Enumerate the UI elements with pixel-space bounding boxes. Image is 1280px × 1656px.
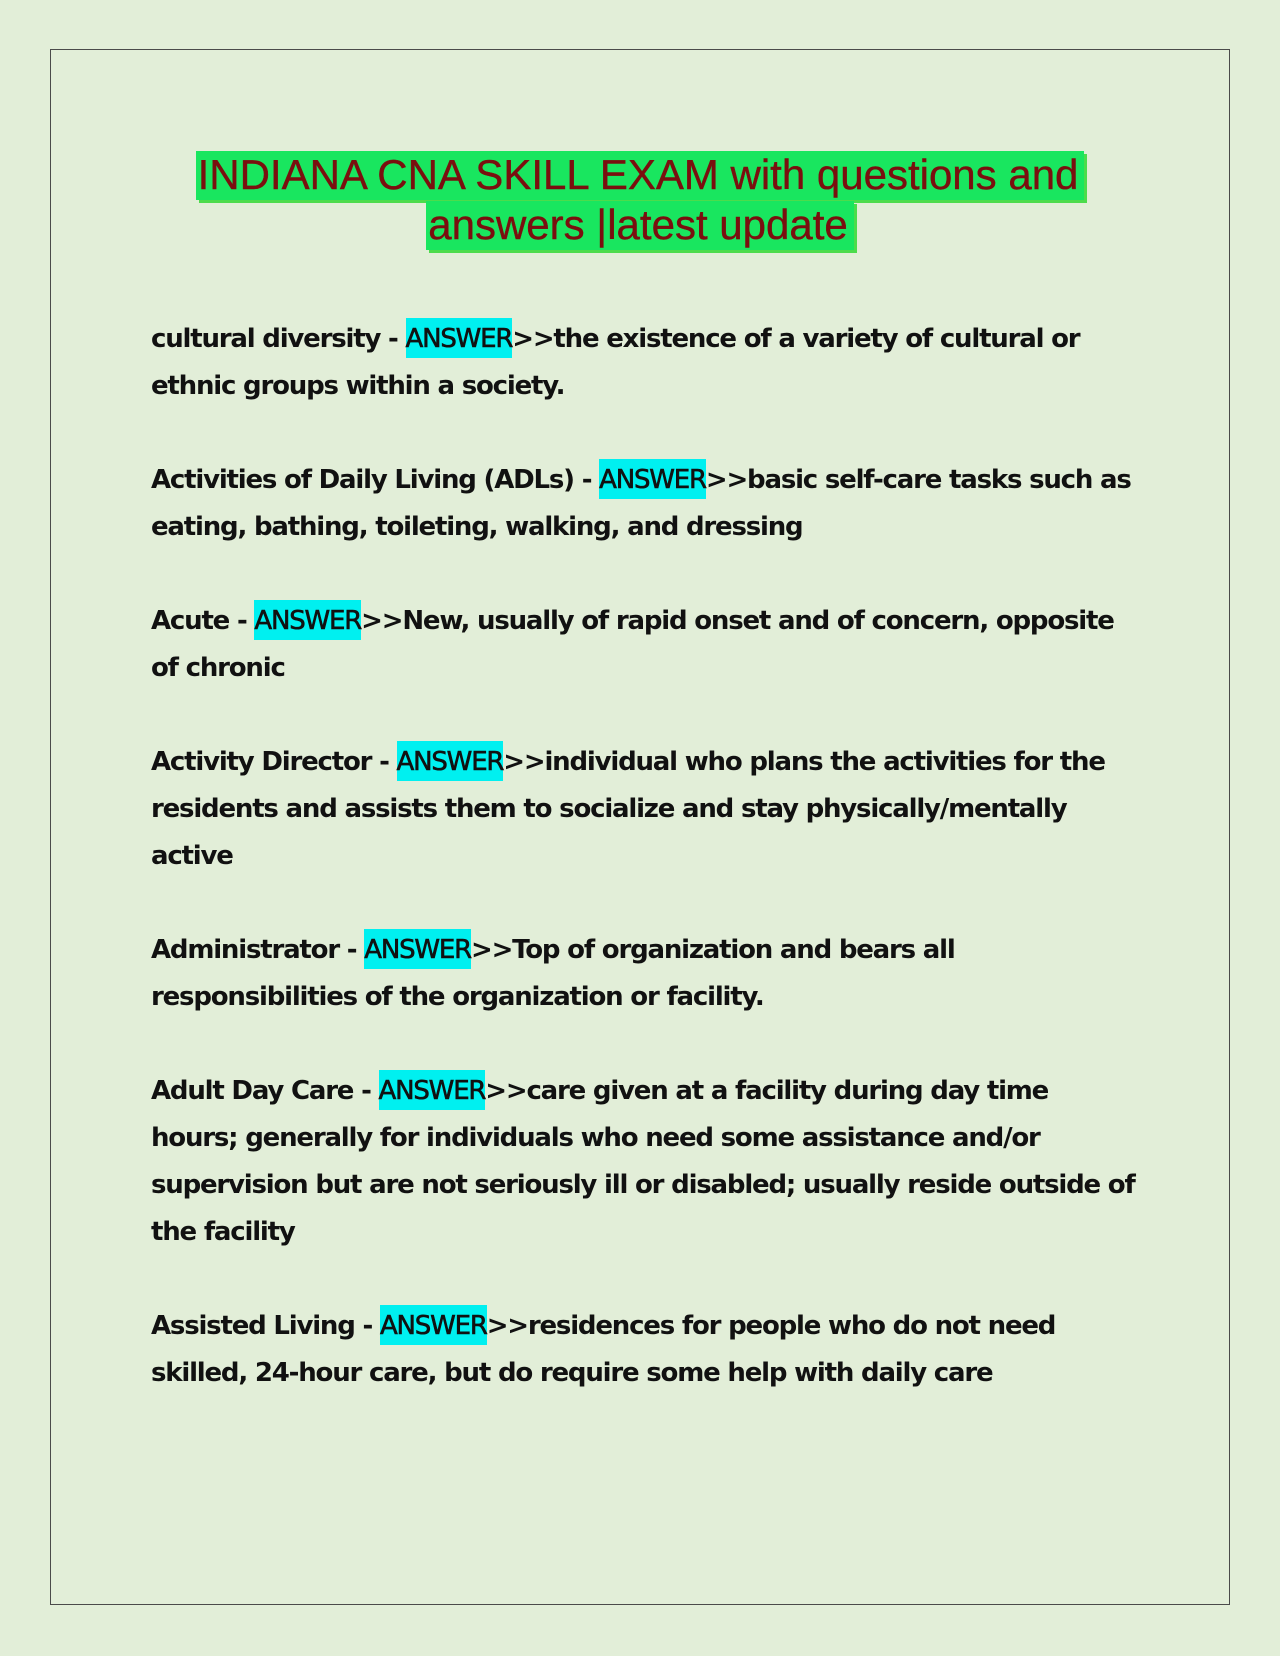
answer-marker: ANSWER xyxy=(397,741,504,781)
answer-marker: ANSWER xyxy=(599,459,706,499)
qa-term: Adult Day Care - xyxy=(151,1076,379,1106)
qa-item-activity-director xyxy=(151,739,1141,880)
qa-term: Administrator - xyxy=(151,935,365,965)
qa-definition: >>basic self-care tasks such as eating, bathing, toileting, walking, and dressing xyxy=(151,465,1131,542)
title-line-1: INDIANA CNA SKILL EXAM with questions and xyxy=(197,151,1079,198)
qa-item-assisted-living xyxy=(151,1303,1141,1397)
qa-definition: >>individual who plans the activities for the residents and assists them to socialize and stay physically/mentally active xyxy=(151,747,1105,871)
title-line-2: answers |latest update xyxy=(428,201,848,248)
qa-term: Acute - xyxy=(151,606,255,636)
qa-item-adls xyxy=(151,457,1141,551)
document-title xyxy=(100,150,1180,250)
qa-list xyxy=(151,316,1141,1444)
qa-definition: >>New, usually of rapid onset and of concern, opposite of chronic xyxy=(151,606,1114,683)
answer-marker: ANSWER xyxy=(380,1305,487,1345)
qa-definition: >>the existence of a variety of cultural or ethnic groups within a society. xyxy=(151,324,1080,401)
answer-marker: ANSWER xyxy=(379,1070,486,1110)
qa-item-acute xyxy=(151,598,1141,692)
qa-definition: >>residences for people who do not need skilled, 24-hour care, but do require some help with daily care xyxy=(151,1311,1056,1388)
qa-term: Activities of Daily Living (ADLs) - xyxy=(151,465,600,495)
qa-definition: >>Top of organization and bears all responsibilities of the organization or facility. xyxy=(151,935,955,1012)
qa-term: Assisted Living - xyxy=(151,1311,380,1341)
qa-item-cultural-diversity xyxy=(151,316,1141,410)
qa-item-adult-day-care xyxy=(151,1068,1141,1256)
qa-term: cultural diversity - xyxy=(151,324,406,354)
qa-term: Activity Director - xyxy=(151,747,397,777)
answer-marker: ANSWER xyxy=(364,929,471,969)
answer-marker: ANSWER xyxy=(406,318,513,358)
qa-definition: >>care given at a facility during day time hours; generally for individuals who need some assistance and/or supervision but are not seriously ill or disabled; usually reside outside of the facility xyxy=(151,1076,1135,1247)
qa-item-administrator xyxy=(151,927,1141,1021)
title-highlight xyxy=(196,151,1085,250)
answer-marker: ANSWER xyxy=(254,600,361,640)
